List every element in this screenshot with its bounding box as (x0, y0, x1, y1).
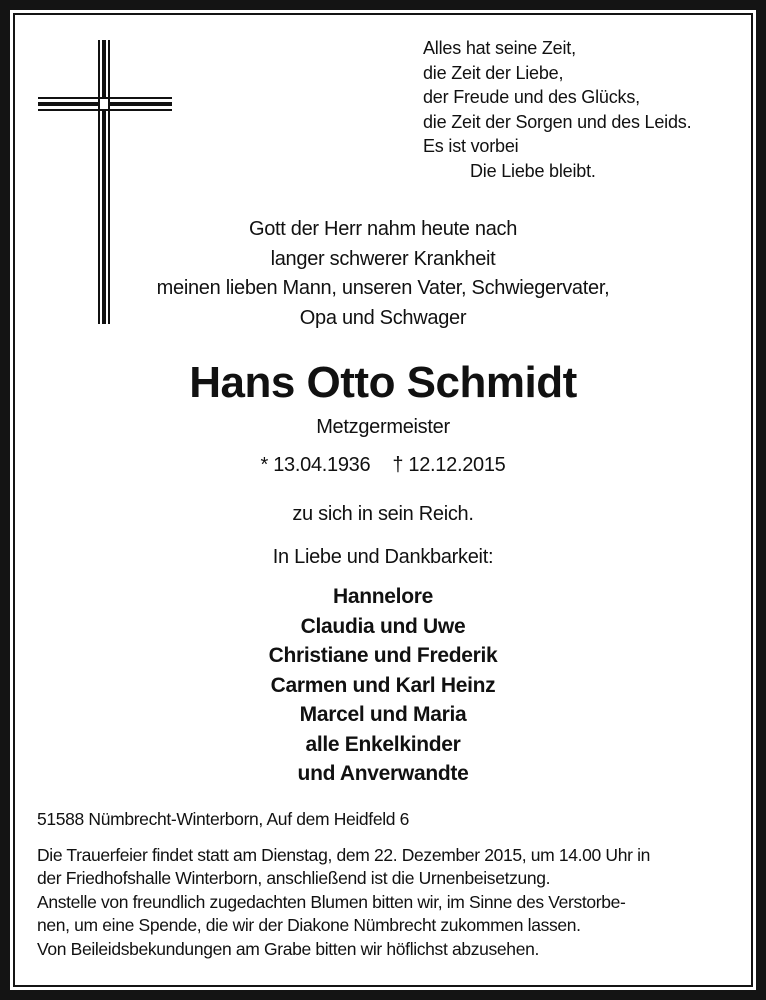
family-member: alle Enkelkinder (305, 732, 461, 756)
poem-line: Alles hat seine Zeit, (423, 38, 576, 58)
closing-reich: zu sich in sein Reich. (292, 503, 474, 525)
donation-line: nen, um eine Spende, die wir der Diakone Nümbrecht zukommen lassen. (37, 915, 581, 935)
intro-line: langer schwerer Krankheit (270, 247, 496, 270)
closing-dank: In Liebe und Dankbarkeit: (272, 546, 494, 568)
family-member: und Anverwandte (297, 762, 469, 785)
donation-line: Anstelle von freundlich zugedachten Blumen bitten wir, im Sinne des Verstorbe- (37, 891, 626, 912)
intro-text (23, 215, 743, 333)
intro-line: Gott der Herr nahm heute nach (248, 218, 518, 240)
footer-info (37, 808, 737, 961)
family-member: Christiane und Frederik (268, 644, 498, 667)
deceased-name: Hans Otto Schmidt (189, 358, 577, 407)
family-member: Carmen und Karl Heinz (270, 673, 496, 697)
birth-date: * 13.04.1936 (260, 454, 371, 476)
life-dates (23, 450, 743, 480)
poem (423, 36, 723, 183)
poem-line: Die Liebe bleibt. (470, 160, 596, 181)
family-list (23, 582, 743, 789)
poem-line: Es ist vorbei (423, 136, 519, 156)
funeral-line: Die Trauerfeier findet statt am Dienstag, dem 22. Dezember 2015, um 14.00 Uhr in (37, 844, 651, 865)
family-member: Marcel und Maria (299, 703, 467, 726)
condolence-notice (37, 938, 737, 962)
poem-line: die Zeit der Liebe, (423, 62, 564, 83)
family-member: Hannelore (333, 585, 433, 608)
donation-notice (37, 891, 737, 938)
intro-line: meinen lieben Mann, unseren Vater, Schwiegervater, (156, 277, 610, 299)
deceased-profession: Metzgermeister (316, 416, 450, 438)
funeral-notice (37, 844, 737, 891)
poem-line: die Zeit der Sorgen und des Leids. (423, 111, 692, 132)
condolence-line: Von Beileidsbekundungen am Grabe bitten wir höflichst abzusehen. (37, 938, 539, 959)
poem-line: der Freude und des Glücks, (423, 87, 640, 107)
funeral-line: der Friedhofshalle Winterborn, anschließend ist die Urnenbeisetzung. (37, 868, 551, 888)
intro-line: Opa und Schwager (299, 306, 467, 329)
death-date: † 12.12.2015 (392, 454, 506, 476)
family-member: Claudia und Uwe (300, 614, 466, 638)
address: 51588 Nümbrecht-Winterborn, Auf dem Heidfeld 6 (37, 809, 410, 829)
